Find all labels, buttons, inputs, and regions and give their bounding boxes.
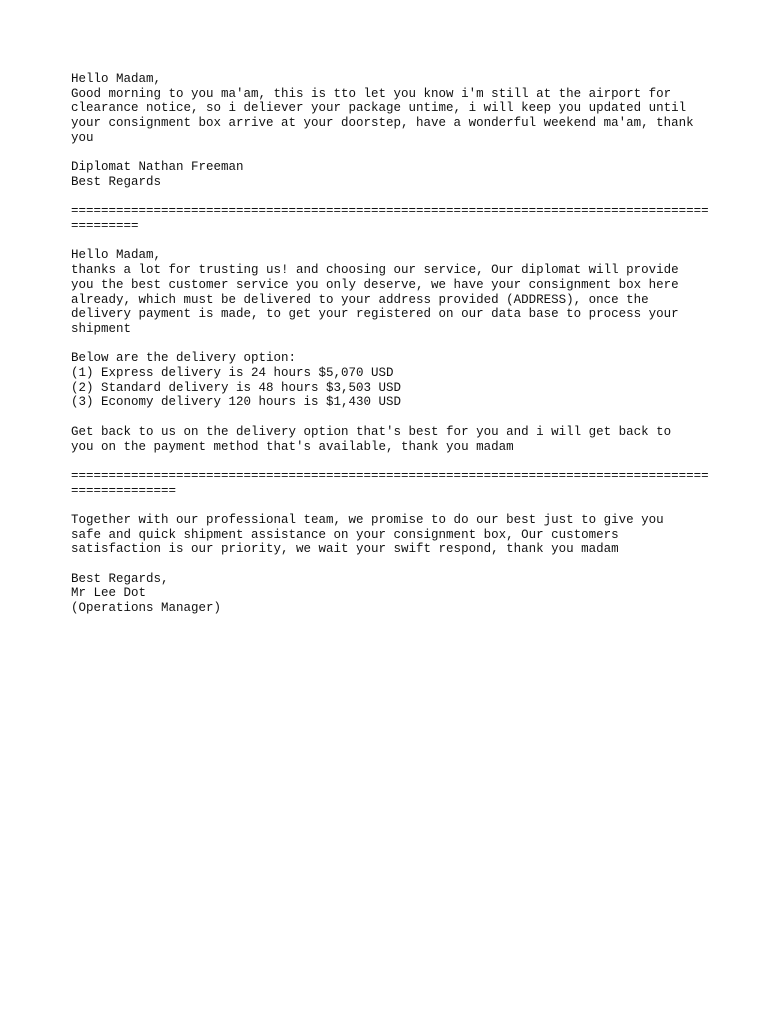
separator-line: ===================================================================================== (71, 468, 709, 483)
message-2 (71, 248, 711, 454)
message-1 (71, 72, 711, 190)
separator-line: ============== (71, 483, 177, 498)
body-line: you (71, 130, 94, 145)
closing-line: Get back to us on the delivery option that's best for you and i will get back to (71, 424, 672, 439)
body-line: your consignment box arrive at your doorstep, have a wonderful weekend ma'am, thank (71, 116, 694, 131)
body-line: Good morning to you ma'am, this is tto let you know i'm still at the airport for (71, 86, 672, 101)
options-title: Below are the delivery option: (71, 351, 297, 366)
delivery-option-express: (1) Express delivery is 24 hours $5,070 USD (71, 366, 394, 380)
blank-line (71, 146, 711, 161)
separator-line: ===================================================================================== (71, 204, 709, 219)
blank-line (71, 234, 711, 249)
signature-regards: Best Regards, (71, 571, 169, 586)
body-line: clearance notice, so i deliever your package untime, i will keep you updated until (71, 101, 687, 116)
message-3 (71, 513, 711, 616)
body-line: you the best customer service you only deserve, we have your consignment box here (71, 277, 679, 292)
delivery-option-economy: (3) Economy delivery 120 hours is $1,430 USD (71, 395, 402, 410)
email-document (71, 72, 711, 616)
blank-line (71, 337, 711, 352)
body-line: delivery payment is made, to get your registered on our data base to process your (71, 307, 679, 322)
blank-line (71, 557, 711, 572)
greeting: Hello Madam, (71, 72, 162, 86)
blank-line (71, 190, 711, 205)
blank-line (71, 498, 711, 513)
body-line: satisfaction is our priority, we wait your swift respond, thank you madam (71, 542, 619, 557)
signature-regards: Best Regards (71, 174, 162, 189)
separator-line: ========= (71, 219, 139, 233)
body-line: safe and quick shipment assistance on your consignment box, Our customers (71, 527, 619, 542)
blank-line (71, 410, 711, 425)
separator-1 (71, 204, 711, 233)
body-line: thanks a lot for trusting us! and choosing our service, Our diplomat will provide (71, 263, 679, 278)
body-line: already, which must be delivered to your address provided (ADDRESS), once the (71, 292, 649, 307)
signature-title: (Operations Manager) (71, 601, 222, 616)
blank-line (71, 454, 711, 469)
greeting: Hello Madam, (71, 248, 162, 263)
closing-line: you on the payment method that's available, thank you madam (71, 439, 514, 454)
delivery-option-standard: (2) Standard delivery is 48 hours $3,503 USD (71, 380, 402, 395)
signature-name: Diplomat Nathan Freeman (71, 160, 244, 175)
separator-2 (71, 469, 711, 498)
body-line: Together with our professional team, we promise to do our best just to give you (71, 512, 664, 527)
body-line: shipment (71, 321, 132, 336)
signature-name: Mr Lee Dot (71, 586, 147, 601)
